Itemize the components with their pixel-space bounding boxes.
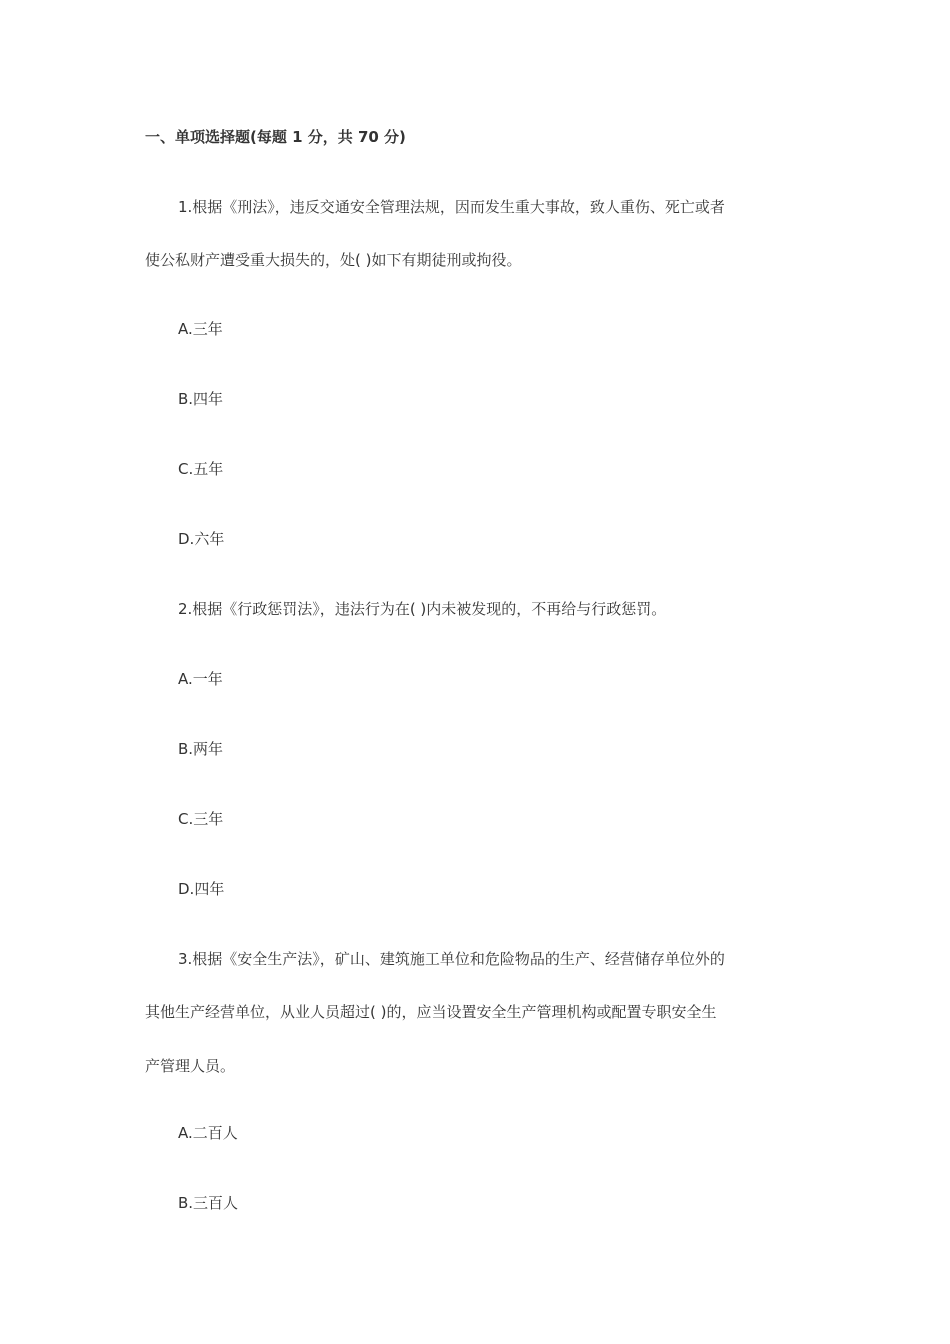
question-1-option-c: C.五年 <box>178 460 224 478</box>
question-2-option-a: A.一年 <box>178 670 223 688</box>
question-2-option-c: C.三年 <box>178 810 224 828</box>
question-1-option-d: D.六年 <box>178 530 225 548</box>
question-3-line-2: 其他生产经营单位，从业人员超过( )的，应当设置安全生产管理机构或配置专职安全生 <box>145 1003 717 1021</box>
question-3-option-a: A.二百人 <box>178 1124 238 1142</box>
question-3-line-3: 产管理人员。 <box>145 1057 236 1075</box>
question-2-line-1: 2.根据《行政惩罚法》，违法行为在( )内未被发现的，不再给与行政惩罚。 <box>178 600 667 618</box>
question-1-option-b: B.四年 <box>178 390 224 408</box>
question-3-option-b: B.三百人 <box>178 1194 239 1212</box>
section-title: 一、单项选择题(每题 1 分，共 70 分) <box>145 128 406 146</box>
question-1-line-1: 1.根据《刑法》，违反交通安全管理法规，因而发生重大事故，致人重伤、死亡或者 <box>178 198 725 216</box>
question-3-line-1: 3.根据《安全生产法》，矿山、建筑施工单位和危险物品的生产、经营储存单位外的 <box>178 950 725 968</box>
question-2-option-b: B.两年 <box>178 740 224 758</box>
question-2-option-d: D.四年 <box>178 880 225 898</box>
question-1-line-2: 使公私财产遭受重大损失的，处( )如下有期徒刑或拘役。 <box>145 251 522 269</box>
question-1-option-a: A.三年 <box>178 320 223 338</box>
